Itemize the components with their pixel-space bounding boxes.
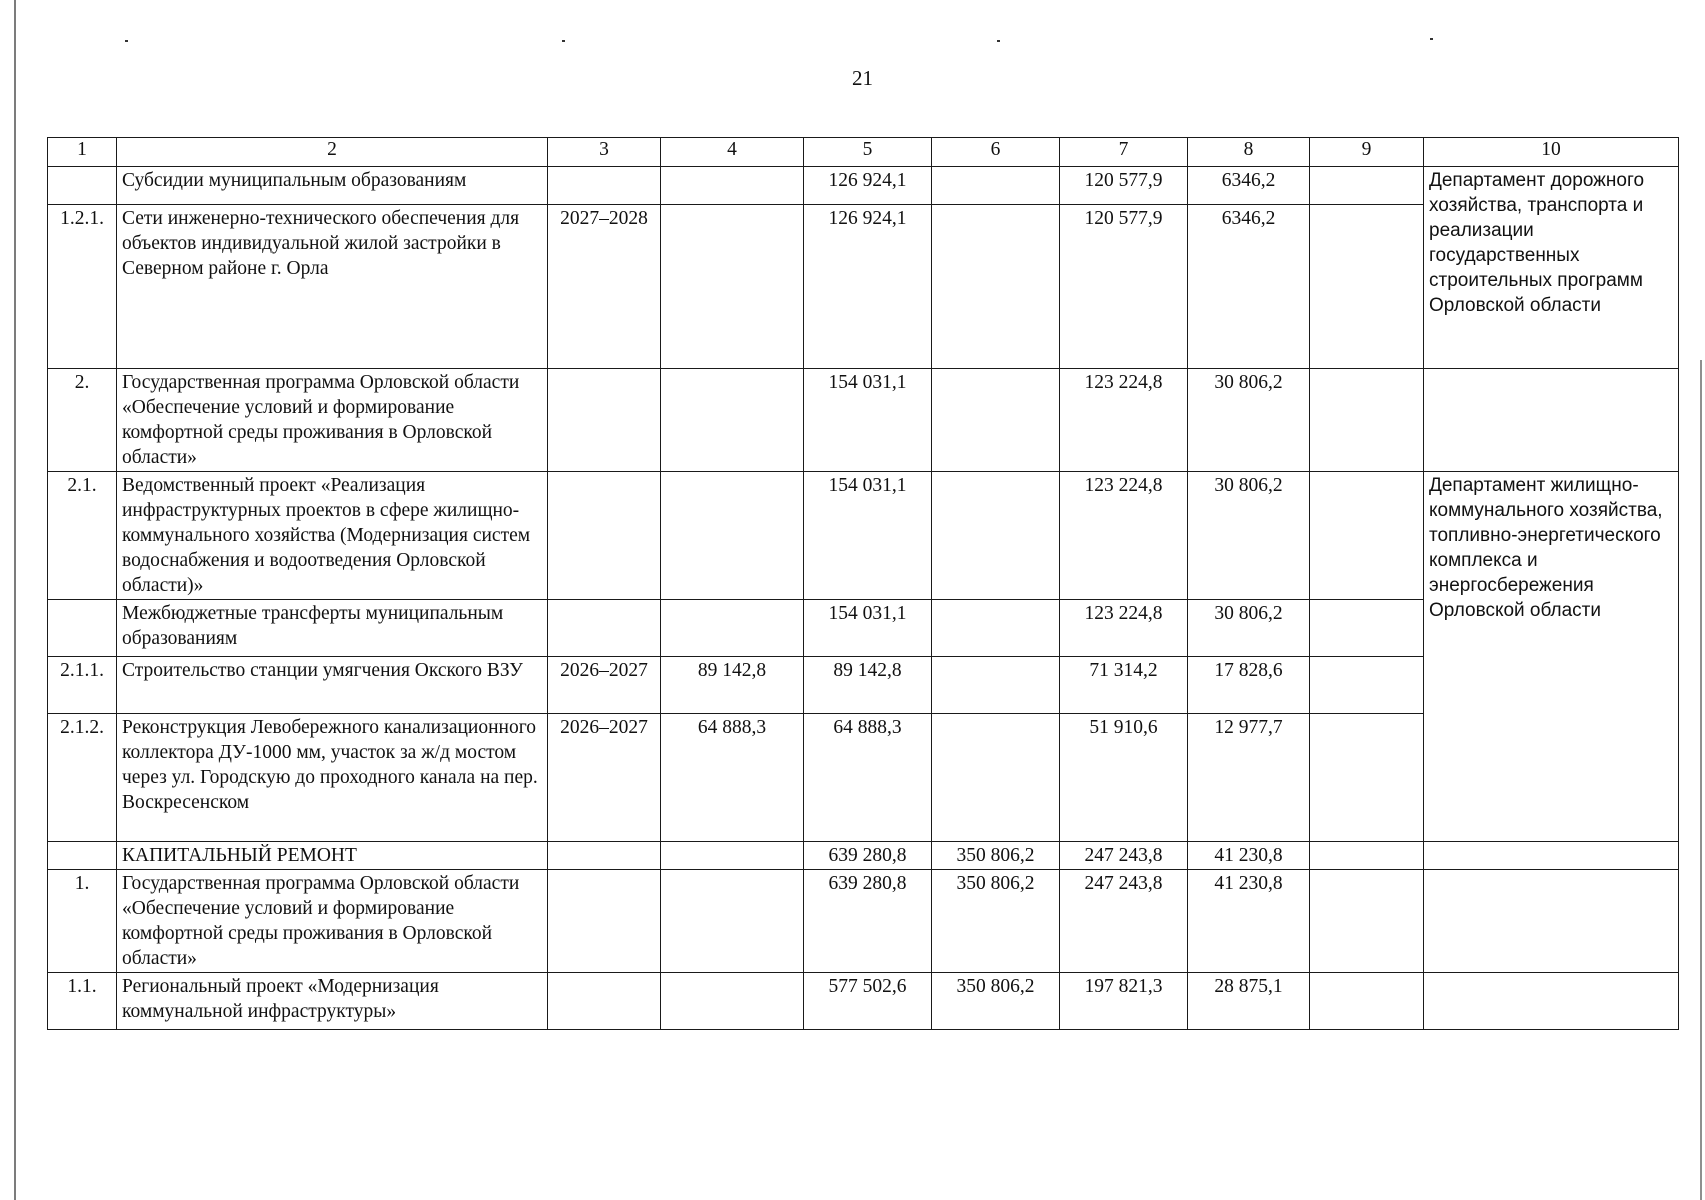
row-col4	[661, 842, 804, 870]
row-col9	[1310, 167, 1424, 205]
row-col8: 6346,2	[1188, 167, 1310, 205]
row-period	[548, 369, 661, 472]
row-col9	[1310, 714, 1424, 842]
row-col5: 126 924,1	[804, 205, 932, 369]
row-col4: 64 888,3	[661, 714, 804, 842]
row-period	[548, 600, 661, 657]
row-col7: 71 314,2	[1060, 657, 1188, 714]
row-col6: 350 806,2	[932, 973, 1060, 1030]
row-col7: 247 243,8	[1060, 870, 1188, 973]
column-header: 3	[548, 138, 661, 167]
row-col4	[661, 205, 804, 369]
row-col9	[1310, 870, 1424, 973]
row-name: Строительство станции умягчения Окского ВЗУ	[117, 657, 548, 714]
row-col5: 89 142,8	[804, 657, 932, 714]
row-name: Реконструкция Левобережного канализационного коллектора ДУ-1000 мм, участок за ж/д мостом через ул. Городскую до проходного канала на пер. Воскресенском	[117, 714, 548, 842]
row-col6	[932, 714, 1060, 842]
row-col4	[661, 369, 804, 472]
row-name: Межбюджетные трансферты муниципальным образованиям	[117, 600, 548, 657]
row-col6: 350 806,2	[932, 842, 1060, 870]
row-col7: 51 910,6	[1060, 714, 1188, 842]
row-col7: 123 224,8	[1060, 472, 1188, 600]
scan-mark	[997, 40, 1000, 42]
row-col6	[932, 205, 1060, 369]
row-name: Ведомственный проект «Реализация инфраструктурных проектов в сфере жилищно-коммунального хозяйства (Модернизация систем водоснабжения и водоотведения Орловской области)»	[117, 472, 548, 600]
row-code: 1.1.	[48, 973, 117, 1030]
scan-mark	[562, 40, 565, 42]
row-code	[48, 600, 117, 657]
row-col9	[1310, 600, 1424, 657]
table-row	[48, 870, 1679, 973]
row-col5: 126 924,1	[804, 167, 932, 205]
scan-edge-line	[1700, 360, 1702, 1200]
department-cell: Департамент дорожного хозяйства, транспорта и реализации государственных строительных программ Орловской области	[1424, 167, 1679, 369]
row-col9	[1310, 472, 1424, 600]
row-col5: 639 280,8	[804, 870, 932, 973]
row-col7: 247 243,8	[1060, 842, 1188, 870]
row-col7: 197 821,3	[1060, 973, 1188, 1030]
row-name: Государственная программа Орловской области «Обеспечение условий и формирование комфортной среды проживания в Орловской области»	[117, 369, 548, 472]
table-row	[48, 472, 1679, 600]
row-col4	[661, 167, 804, 205]
row-col9	[1310, 205, 1424, 369]
row-period	[548, 167, 661, 205]
column-header: 9	[1310, 138, 1424, 167]
department-cell	[1424, 870, 1679, 973]
budget-table	[47, 137, 1679, 1030]
row-name: КАПИТАЛЬНЫЙ РЕМОНТ	[117, 842, 548, 870]
row-col6	[932, 167, 1060, 205]
scan-mark	[1430, 38, 1433, 40]
column-header: 2	[117, 138, 548, 167]
department-cell	[1424, 842, 1679, 870]
row-name: Субсидии муниципальным образованиям	[117, 167, 548, 205]
row-period: 2026–2027	[548, 714, 661, 842]
row-code: 1.	[48, 870, 117, 973]
row-col6	[932, 600, 1060, 657]
row-col6: 350 806,2	[932, 870, 1060, 973]
column-header: 10	[1424, 138, 1679, 167]
row-col8: 30 806,2	[1188, 472, 1310, 600]
row-col9	[1310, 657, 1424, 714]
row-col9	[1310, 973, 1424, 1030]
column-header: 8	[1188, 138, 1310, 167]
row-code: 1.2.1.	[48, 205, 117, 369]
row-col5: 154 031,1	[804, 600, 932, 657]
row-col8: 6346,2	[1188, 205, 1310, 369]
row-col4	[661, 870, 804, 973]
table-row	[48, 842, 1679, 870]
row-col7: 123 224,8	[1060, 369, 1188, 472]
row-col8: 30 806,2	[1188, 369, 1310, 472]
column-header: 5	[804, 138, 932, 167]
row-col8: 28 875,1	[1188, 973, 1310, 1030]
row-col7: 120 577,9	[1060, 167, 1188, 205]
row-code: 2.1.1.	[48, 657, 117, 714]
row-col5: 639 280,8	[804, 842, 932, 870]
row-col8: 30 806,2	[1188, 600, 1310, 657]
row-col8: 41 230,8	[1188, 870, 1310, 973]
column-header: 6	[932, 138, 1060, 167]
row-col9	[1310, 369, 1424, 472]
row-period	[548, 973, 661, 1030]
column-number-row	[48, 138, 1679, 167]
row-col8: 17 828,6	[1188, 657, 1310, 714]
row-col4: 89 142,8	[661, 657, 804, 714]
row-col7: 123 224,8	[1060, 600, 1188, 657]
row-col7: 120 577,9	[1060, 205, 1188, 369]
row-code: 2.1.2.	[48, 714, 117, 842]
row-col6	[932, 369, 1060, 472]
row-col5: 64 888,3	[804, 714, 932, 842]
row-col8: 12 977,7	[1188, 714, 1310, 842]
row-name: Региональный проект «Модернизация коммунальной инфраструктуры»	[117, 973, 548, 1030]
page-number: 21	[852, 66, 873, 90]
department-cell	[1424, 369, 1679, 472]
table-row	[48, 973, 1679, 1030]
column-header: 1	[48, 138, 117, 167]
row-period: 2027–2028	[548, 205, 661, 369]
department-cell: Департамент жилищно-коммунального хозяйства, топливно-энергетического комплекса и энергосбережения Орловской области	[1424, 472, 1679, 842]
row-period: 2026–2027	[548, 657, 661, 714]
column-header: 7	[1060, 138, 1188, 167]
row-code: 2.	[48, 369, 117, 472]
row-code: 2.1.	[48, 472, 117, 600]
scan-edge-line	[14, 0, 16, 1200]
row-code	[48, 842, 117, 870]
row-period	[548, 472, 661, 600]
row-col8: 41 230,8	[1188, 842, 1310, 870]
row-period	[548, 842, 661, 870]
row-name: Государственная программа Орловской области «Обеспечение условий и формирование комфортной среды проживания в Орловской области»	[117, 870, 548, 973]
row-code	[48, 167, 117, 205]
row-col5: 154 031,1	[804, 369, 932, 472]
row-col6	[932, 472, 1060, 600]
table-row	[48, 369, 1679, 472]
row-col6	[932, 657, 1060, 714]
row-col5: 154 031,1	[804, 472, 932, 600]
table-row	[48, 167, 1679, 205]
department-cell	[1424, 973, 1679, 1030]
scan-mark	[125, 40, 128, 42]
column-header: 4	[661, 138, 804, 167]
row-name: Сети инженерно-технического обеспечения для объектов индивидуальной жилой застройки в Северном районе г. Орла	[117, 205, 548, 369]
row-col9	[1310, 842, 1424, 870]
row-period	[548, 870, 661, 973]
row-col4	[661, 973, 804, 1030]
row-col4	[661, 600, 804, 657]
row-col5: 577 502,6	[804, 973, 932, 1030]
row-col4	[661, 472, 804, 600]
